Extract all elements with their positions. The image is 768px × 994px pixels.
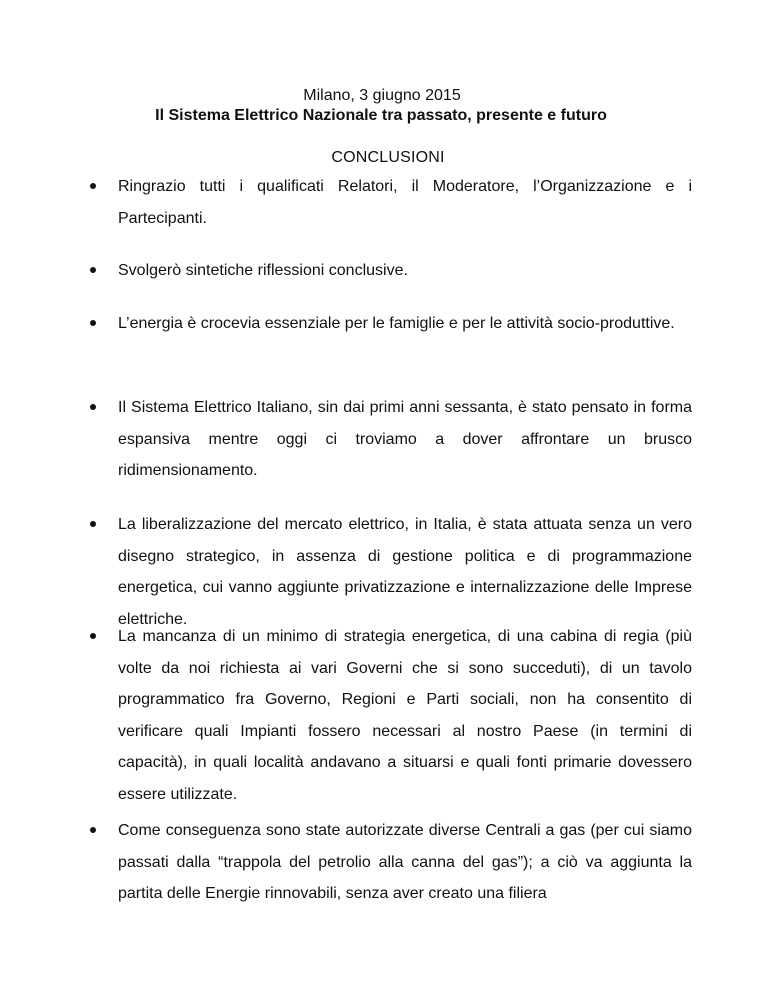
bullet-item (118, 171, 692, 234)
section-heading: CONCLUSIONI (331, 149, 445, 166)
bullet-dot-icon (90, 404, 96, 410)
bullet-text: La liberalizzazione del mercato elettrico, in Italia, è stata attuata senza un vero disegno strategico, in assenza di gestione politica e di programmazione energetica, cui vanno aggiunte privatizzazione e internalizzazione delle Imprese elettriche. (118, 516, 692, 628)
bullet-item (118, 392, 692, 487)
bullet-dot-icon (90, 633, 96, 639)
bullet-item (118, 308, 692, 340)
bullet-item (118, 621, 692, 810)
bullet-text: Il Sistema Elettrico Italiano, sin dai primi anni sessanta, è stato pensato in forma espansiva mentre oggi ci troviamo a dover affrontare un brusco ridimensionamento. (118, 399, 692, 479)
bullet-item (118, 509, 692, 635)
document-title: Il Sistema Elettrico Nazionale tra passato, presente e futuro (155, 107, 607, 124)
bullet-item (118, 255, 692, 287)
bullet-dot-icon (90, 827, 96, 833)
bullet-text: Svolgerò sintetiche riflessioni conclusive. (118, 262, 408, 279)
bullet-text: L’energia è crocevia essenziale per le famiglie e per le attività socio-produttive. (118, 315, 675, 332)
bullet-text: Ringrazio tutti i qualificati Relatori, il Moderatore, l’Organizzazione e i Partecipanti. (118, 178, 692, 227)
bullet-text: La mancanza di un minimo di strategia energetica, di una cabina di regia (più volte da noi richiesta ai vari Governi che si sono succeduti), di un tavolo programmatico fra Governo, Regioni e Parti sociali, non ha consentito di verificare quali Impianti fossero necessari al nostro Paese (in termini di capacità), in quali località andavano a situarsi e quali fonti primarie dovessero essere utilizzate. (118, 628, 692, 803)
bullet-dot-icon (90, 267, 96, 273)
bullet-dot-icon (90, 521, 96, 527)
bullet-dot-icon (90, 183, 96, 189)
bullet-dot-icon (90, 320, 96, 326)
date-line: Milano, 3 giugno 2015 (303, 87, 461, 104)
bullet-text: Come conseguenza sono state autorizzate diverse Centrali a gas (per cui siamo passati dalla “trappola del petrolio alla canna del gas”); a ciò va aggiunta la partita delle Energie rinnovabili, senza aver creato una filiera (118, 822, 692, 902)
bullet-item (118, 815, 692, 910)
